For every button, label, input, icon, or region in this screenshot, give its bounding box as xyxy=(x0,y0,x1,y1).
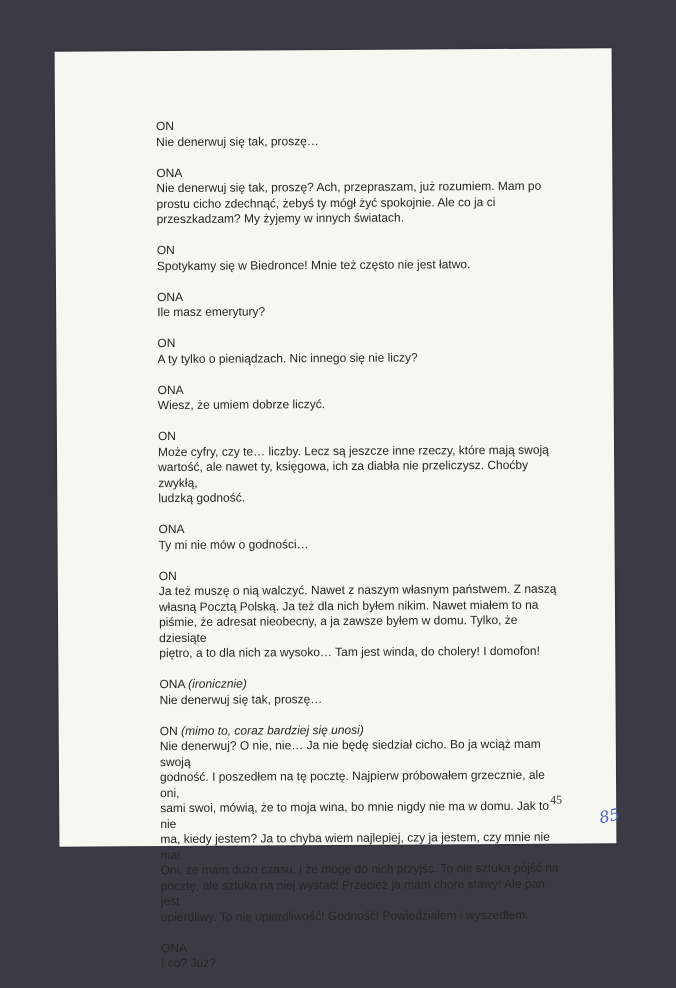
speaker-label: ONA xyxy=(156,165,183,180)
speaker-label: ON xyxy=(155,118,175,134)
dialogue-line: przeszkadzam? My żyjemy w innych światach. xyxy=(156,210,405,227)
script-body xyxy=(156,117,561,987)
dialogue-block xyxy=(157,241,557,274)
dialogue-block xyxy=(158,427,558,507)
dialogue-line: Spotykamy się w Biedronce! Mnie też często nie jest łatwo. xyxy=(156,256,471,273)
dialogue-line: Ty mi nie mów o godności… xyxy=(158,536,309,552)
document-page xyxy=(55,48,622,971)
speaker-label: ONA xyxy=(159,676,185,692)
page-number: 45 xyxy=(550,792,563,807)
speaker-label: ONA xyxy=(161,940,188,955)
speaker-label: ON xyxy=(158,568,177,583)
dialogue-line: Nie denerwuj się tak, proszę… xyxy=(156,133,319,149)
dialogue-line: wartość, ale nawet ty, księgowa, ich za diabła nie przeliczysz. Choćby zwykłą, xyxy=(158,457,529,490)
dialogue-line: Nie denerwuj? O nie, nie… Ja nie będę siedział cicho. Bo ja wciąż mam swoją xyxy=(159,736,541,769)
stage-direction: (ironicznie) xyxy=(188,676,247,691)
dialogue-block xyxy=(158,380,558,413)
speaker-label: ON xyxy=(159,723,178,738)
dialogue-line: pocztę, ale sztuka na niej wystać! Przecież ja mam chore stawy! Ale pan jest xyxy=(160,876,545,909)
dialogue-line: Nie denerwuj się tak, proszę… xyxy=(159,691,323,707)
dialogue-line: Może cyfry, czy te… liczby. Lecz są jeszcze inne rzeczy, które mają swoją xyxy=(157,442,549,459)
dialogue-line: godność. I poszedłem na tę pocztę. Najpierw próbowałem grzecznie, ale oni, xyxy=(159,767,545,800)
dialogue-block xyxy=(157,334,557,367)
stage-direction: (mimo to, coraz bardziej się unosi) xyxy=(181,722,364,738)
dialogue-line: piętro, a to dla nich za wysoko… Tam jest winda, do cholery! I domofon! xyxy=(159,643,540,661)
dialogue-line: Nie denerwuj się tak, proszę? Ach, przepraszam, już rozumiem. Mam po xyxy=(156,178,542,196)
speaker-label: ON xyxy=(157,428,176,444)
dialogue-line: własną Pocztą Polską. Ja też dla nich byłem nikim. Nawet miałem to na xyxy=(158,597,539,614)
dialogue-line: ludzką godność. xyxy=(158,490,246,506)
dialogue-line: Ile masz emerytury? xyxy=(157,304,266,320)
dialogue-line: Wiesz, że umiem dobrze liczyć. xyxy=(157,397,326,413)
dialogue-block xyxy=(158,520,558,553)
dialogue-line: Ja też muszę o nią walczyć. Nawet z naszym własnym państwem. Z naszą xyxy=(158,581,557,599)
dialogue-block xyxy=(156,163,556,227)
speaker-label: ONA xyxy=(157,289,184,304)
dialogue-line: upierdliwy. To nie upierdliwość! Godność! Powiedziałem i wyszedłem. xyxy=(160,907,529,924)
dialogue-block xyxy=(161,938,561,971)
dialogue-line: I co? Już? xyxy=(161,955,216,971)
dialogue-block xyxy=(159,675,559,708)
speaker-label: ON xyxy=(157,335,176,351)
dialogue-line: piśmie, że adresat nieobecny, a ja zawsze byłem w domu. Tylko, że dziesiąte xyxy=(159,612,518,645)
dialogue-line: A ty tylko o pieniądzach. Nic innego się nie liczy? xyxy=(157,349,418,366)
dialogue-block xyxy=(157,287,557,320)
speaker-label: ONA xyxy=(157,382,184,397)
dialogue-block xyxy=(156,117,556,150)
dialogue-block xyxy=(159,566,560,661)
dialogue-line: ma, kiedy jestem? Ja to chyba wiem najlepiej, czy ja jestem, czy mnie nie ma! xyxy=(160,829,550,862)
speaker-label: ONA xyxy=(158,521,185,537)
handwritten-archive-number: 85 xyxy=(597,804,622,828)
dialogue-block xyxy=(160,721,561,925)
speaker-label: ON xyxy=(156,242,175,258)
dialogue-line: Oni, że mam dużo czasu, i że mogę do nich przyjść. To nie sztuka pójść na xyxy=(160,860,559,878)
dialogue-line: prostu cicho zdechnąć, żebyś ty mógł żyć spokojnie. Ale co ja ci xyxy=(156,194,496,211)
dialogue-line: sami swoi, mówią, że to moja wina, bo mnie nigdy nie ma w domu. Jak to nie xyxy=(160,798,550,831)
